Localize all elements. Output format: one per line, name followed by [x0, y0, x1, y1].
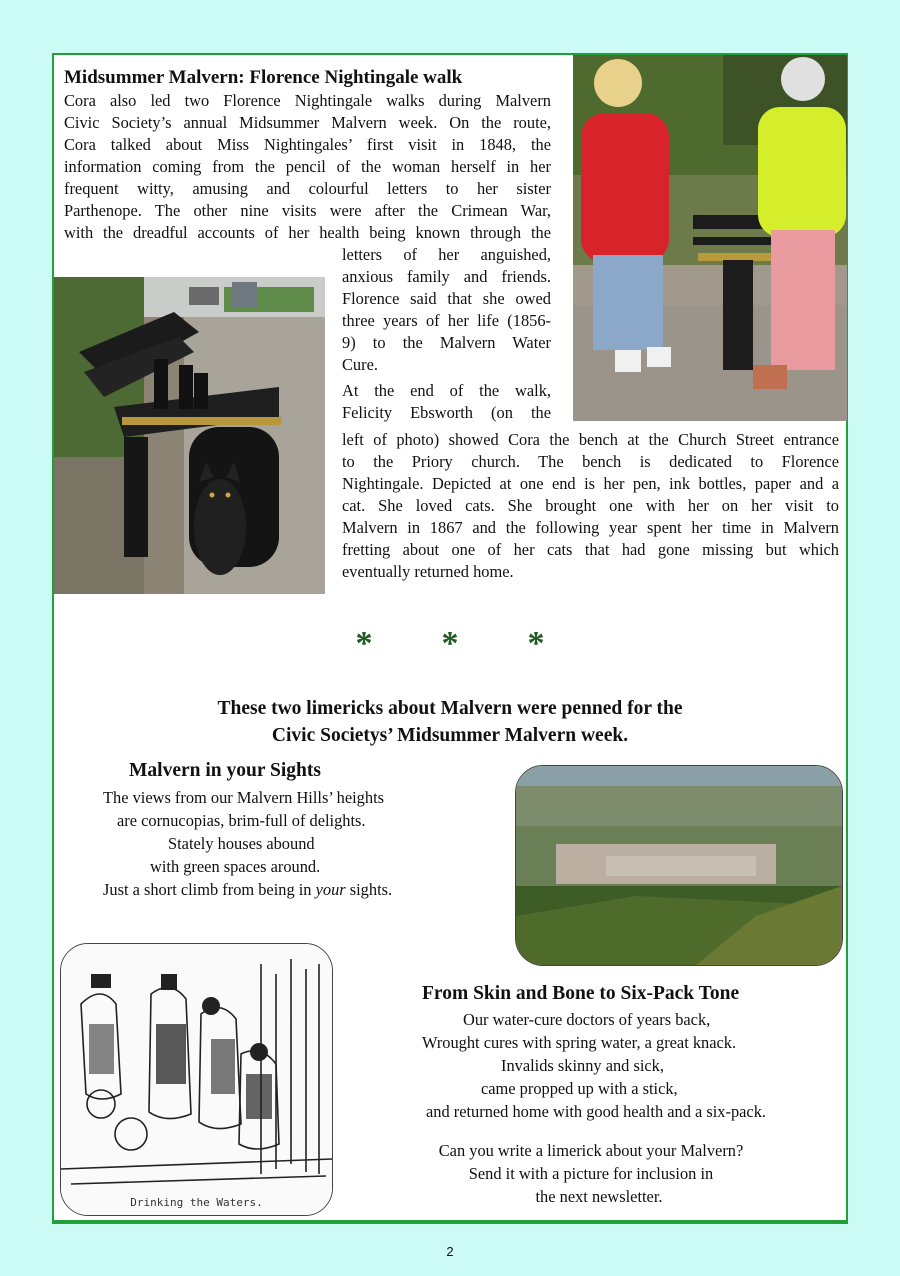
article-paragraph-1-cont	[342, 244, 551, 376]
article-paragraph-1	[64, 90, 551, 244]
text-line: fretting about one of her cats that had gone missing but which	[342, 540, 839, 559]
photo-malvern-view	[515, 765, 843, 966]
limerick-line: The views from our Malvern Hills’ heights	[103, 788, 385, 807]
text-line: Cora also led two Florence Nightingale walks during Malvern	[64, 91, 551, 110]
photo-nightingale-bench	[54, 277, 325, 594]
text-line: with the dreadful accounts of her health being known through the	[64, 223, 551, 242]
limerick-line: Invalids skinny and sick,	[501, 1056, 664, 1075]
text-line: frequent witty, amusing and colourful letters to her sister	[64, 179, 551, 198]
text-line: anxious family and friends.	[342, 267, 551, 286]
text-line: Florence said that she owed	[342, 289, 551, 308]
text-line: Cora talked about Miss Nightingales’ first visit in 1848, the	[64, 135, 551, 154]
limerick-line: Our water-cure doctors of years back,	[463, 1010, 711, 1029]
separator-star: *	[527, 625, 545, 662]
limerick-line: came propped up with a stick,	[481, 1079, 678, 1098]
section-separator	[54, 625, 846, 663]
limerick-text: Just a short climb from being in	[103, 880, 316, 899]
text-line: eventually returned home.	[342, 562, 514, 581]
article-paragraph-2	[342, 429, 839, 583]
limerick-2-title: From Skin and Bone to Six-Pack Tone	[422, 983, 740, 1004]
text-line: Nightingale. Depicted at one end is her pen, ink bottles, paper and a	[342, 474, 839, 493]
article-paragraph-2-start	[342, 380, 551, 424]
text-line: three years of her life (1856-	[342, 311, 551, 330]
separator-star: *	[355, 625, 373, 662]
intro-line: These two limericks about Malvern were penned for the	[217, 698, 683, 719]
intro-line: Civic Societys’ Midsummer Malvern week.	[271, 725, 629, 746]
text-line: Parthenope. The other nine visits were after the Crimean War,	[64, 201, 551, 220]
article-title: Midsummer Malvern: Florence Nightingale walk	[64, 67, 463, 88]
photo-women-at-bench	[573, 55, 847, 421]
text-line: left of photo) showed Cora the bench at the Church Street entrance	[342, 430, 839, 449]
illustration-caption: Drinking the Waters.	[130, 1196, 263, 1209]
invite-line: Can you write a limerick about your Malvern?	[438, 1141, 744, 1160]
illustration-drinking-the-waters	[60, 943, 333, 1216]
text-line: 9) to the Malvern Water	[342, 333, 551, 352]
text-line: Felicity Ebsworth (on the	[342, 403, 551, 422]
limerick-invitation	[414, 1139, 814, 1208]
limerick-emphasis: your	[315, 880, 346, 899]
text-line: Malvern in 1867 and the following year spent her time in Malvern	[342, 518, 839, 537]
text-line: cat. She loved cats. She brought one with her on her visit to	[342, 496, 839, 515]
limericks-intro	[54, 695, 846, 749]
text-line: letters of her anguished,	[342, 245, 551, 264]
invite-line: Send it with a picture for inclusion in	[468, 1164, 714, 1183]
text-line: to the Priory church. The bench is dedicated to Florence	[342, 452, 839, 471]
separator-star: *	[441, 625, 459, 662]
limerick-line: are cornucopias, brim-full of delights.	[117, 811, 366, 830]
text-line: Cure.	[342, 355, 378, 374]
limerick-line	[103, 878, 392, 901]
limerick-line: with green spaces around.	[150, 857, 321, 876]
newsletter-page	[52, 53, 848, 1224]
limerick-line: Stately houses abound	[168, 834, 315, 853]
limerick-text: sights.	[345, 880, 393, 899]
limerick-1-title: Malvern in your Sights	[129, 760, 321, 781]
text-line: information coming from the pencil of the woman herself in her	[64, 157, 551, 176]
limerick-line: and returned home with good health and a six-pack.	[426, 1102, 767, 1121]
limerick-line: Wrought cures with spring water, a great knack.	[422, 1033, 737, 1052]
page-number: 2	[446, 1244, 454, 1259]
invite-line: the next newsletter.	[535, 1187, 663, 1206]
text-line: At the end of the walk,	[342, 381, 551, 400]
text-line: Civic Society’s annual Midsummer Malvern week. On the route,	[64, 113, 551, 132]
